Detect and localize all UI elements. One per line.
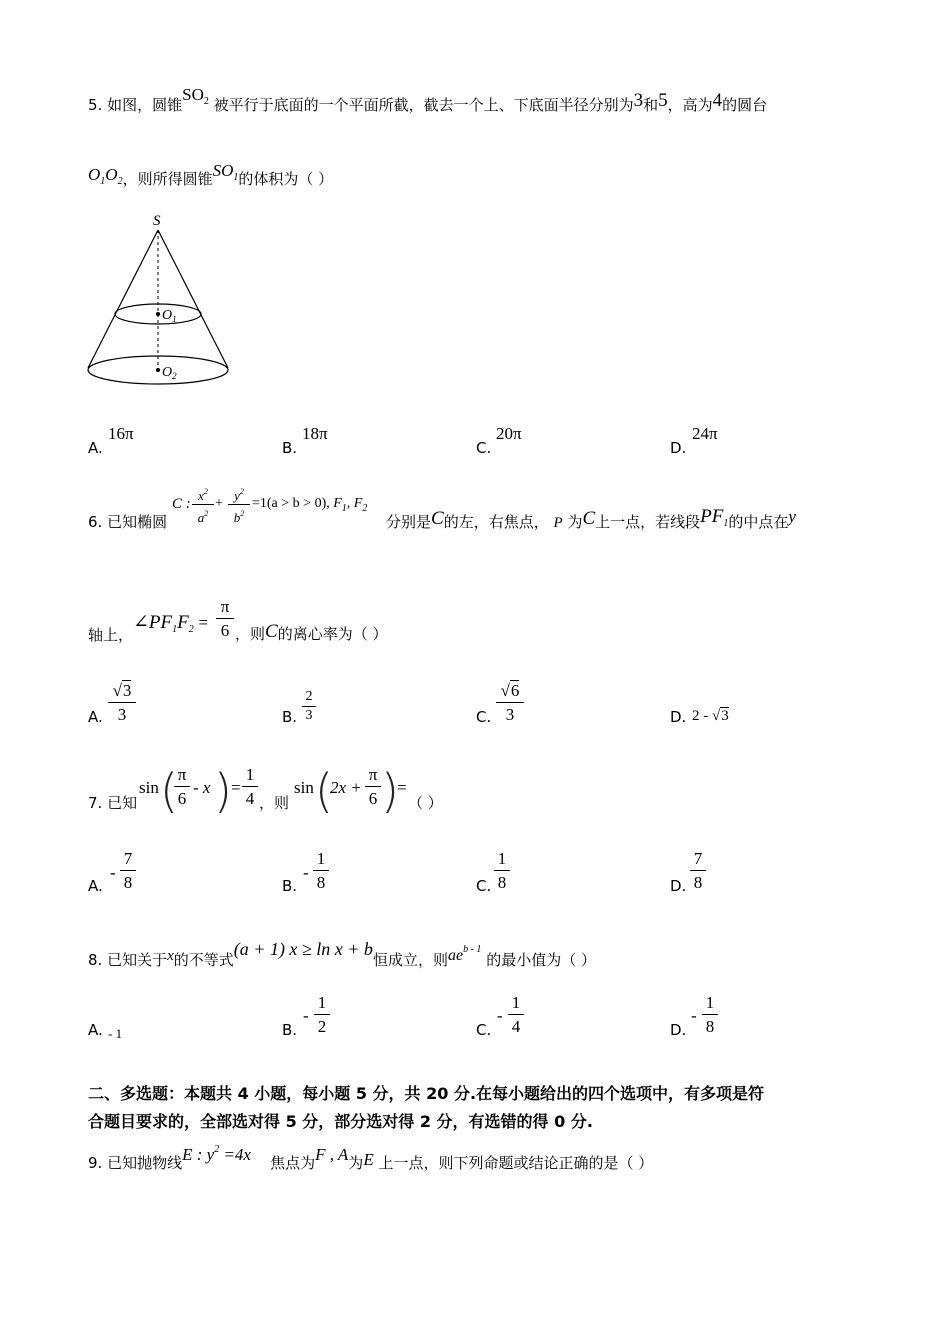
q7-number: 7.	[88, 794, 103, 812]
q6-plus: +	[215, 496, 223, 511]
q6-option-c-value: √6 3	[496, 680, 524, 727]
q5-SO1: $SO_1$	[212, 161, 239, 183]
q7-option-a-value: 7 8	[120, 848, 136, 895]
q8-option-c-sign: -	[497, 1006, 503, 1025]
q7-blank: （ ）	[408, 794, 443, 812]
q7-option-a[interactable]: A.	[88, 877, 103, 895]
q5-option-c-value: 20π	[496, 424, 522, 443]
q6-prefix	[88, 511, 167, 532]
q6-option-a[interactable]: A.	[88, 708, 103, 726]
q5-text: 的体积为（ ）	[238, 170, 334, 188]
q5-text: 的圆台	[722, 96, 768, 114]
q6-line2: 轴上，$\angle PF_1F_2$ =	[88, 612, 209, 644]
q5-option-a-value: 16π	[108, 424, 134, 443]
q5-number: 5.	[88, 96, 103, 114]
q6-option-b[interactable]: B.	[282, 708, 298, 726]
q5-option-d[interactable]: D.	[670, 439, 687, 457]
section2-heading-line2: 合题目要求的，全部选对得 5 分，部分选对得 2 分，有选错的得 0 分.	[88, 1112, 593, 1131]
q5-O1O2: $O_1O_2$	[88, 165, 123, 187]
q7-quarter-frac: 1 4	[242, 764, 258, 811]
q7-eq2: =	[397, 778, 407, 797]
q6-condition: =1(a > b > 0), $F_1$, $F_2$	[252, 496, 368, 514]
q8-option-d[interactable]: D.	[670, 1021, 687, 1039]
q7-eq1: =	[231, 778, 241, 797]
cone-figure	[80, 208, 240, 390]
q7-option-d-value: 7 8	[690, 848, 706, 895]
q6-number: 6.	[88, 513, 103, 531]
q6-option-d[interactable]: D.	[670, 708, 687, 726]
q8-number: 8.	[88, 951, 103, 969]
cone-upper-center-label: $O_1$	[162, 308, 177, 324]
q8-expression: $ae^{b - 1}$	[447, 944, 482, 964]
q8-option-c-value: 1 4	[508, 992, 524, 1039]
q5-text: 被平行于底面的一个平面所截，截去一个上、下底面半径分别为	[213, 96, 634, 114]
q7-then: ，则	[259, 794, 290, 812]
q7-option-b-value: 1 8	[313, 848, 329, 895]
cone-lower-center-label: $O_2$	[162, 365, 177, 381]
q5-SO2: $SO_2$	[182, 85, 209, 107]
q7-paren-right-1: )	[214, 764, 232, 818]
q7-option-a-sign: -	[110, 863, 116, 882]
q7-option-b-sign: -	[303, 863, 309, 882]
q7-option-b[interactable]: B.	[282, 877, 298, 895]
q5-text: 如图，圆锥	[107, 96, 183, 114]
q8-option-d-sign: -	[691, 1006, 697, 1025]
q5-option-b[interactable]: B.	[282, 439, 298, 457]
cone-apex-label: S	[153, 213, 161, 229]
q6-option-b-value: 2 3	[302, 688, 316, 725]
q5-line2	[88, 161, 334, 191]
q6-text: 已知椭圆	[107, 513, 168, 531]
q6-frac-y: $y^2$ $b^2$	[228, 484, 250, 527]
q7-paren-left-1: (	[160, 764, 178, 818]
q6-line1-rest: 分别是C的左，右焦点， P 为C上一点，若线段$PF_1$的中点在y	[386, 506, 796, 531]
q7-option-c-value: 1 8	[494, 848, 510, 895]
q7-prefix: 7. 已知	[88, 794, 138, 812]
q6-option-c[interactable]: C.	[476, 708, 492, 726]
q6-frac-x: $x^2$ $a^2$	[192, 484, 214, 527]
q6-line2-rest: ，则C的离心率为（ ）	[235, 621, 388, 643]
q8-option-d-value: 1 8	[702, 992, 718, 1039]
q8-option-b-sign: -	[303, 1006, 309, 1025]
q7-paren-right-2: )	[381, 764, 399, 818]
q7-option-c[interactable]: C.	[476, 877, 492, 895]
q7-pi6-frac: π 6	[174, 764, 190, 811]
q8-option-a[interactable]: A.	[88, 1021, 103, 1039]
q7-sin1: sin	[139, 778, 159, 797]
q5-option-a[interactable]: A.	[88, 439, 103, 457]
q5-r1: 3	[633, 90, 644, 111]
q5-option-b-value: 18π	[302, 424, 328, 443]
q8-option-b-value: 1 2	[314, 992, 330, 1039]
q7-sin2: sin	[294, 778, 314, 797]
q9-line: 9. 已知抛物线E : $y^2 =4x$ 焦点为F , A为E 上一点，则下列命题或结论正确的是（ ）	[88, 1144, 654, 1172]
q5-text: 和	[643, 96, 659, 114]
q8-inequality: (a + 1) x ≥ ln x + b	[233, 939, 373, 959]
q8-option-b[interactable]: B.	[282, 1021, 298, 1039]
q5-text: ，则所得圆锥	[122, 170, 213, 188]
q5-option-c[interactable]: C.	[476, 439, 492, 457]
section2-heading-line1: 二、多选题：本题共 4 小题，每小题 5 分，共 20 分.在每小题给出的四个选项中，有多项是符	[88, 1084, 765, 1103]
q5-option-d-value: 24π	[692, 424, 718, 443]
q7-minus-x: - x	[193, 778, 211, 797]
q8-line: 8. 已知关于x的不等式(a + 1) x ≥ ln x + b恒成立，则$ae^{b - 1}$ 的最小值为（ ）	[88, 939, 596, 969]
q8-option-a-value: - 1	[108, 1026, 123, 1041]
q6-option-a-value: √3 3	[108, 680, 136, 727]
q7-option-d[interactable]: D.	[670, 877, 687, 895]
q6-pi-frac: π 6	[216, 596, 234, 643]
q9-number: 9.	[88, 1154, 103, 1172]
q6-ellipse-label: C :	[172, 496, 191, 512]
q9-parabola: E : $y^2 =4x$	[182, 1144, 251, 1164]
q5-line1	[88, 85, 768, 117]
q5-h: 4	[712, 90, 723, 111]
q7-2x: 2x +	[330, 778, 362, 797]
q5-r2: 5	[658, 90, 668, 111]
q8-option-c[interactable]: C.	[476, 1021, 492, 1039]
q7-paren-left-2: (	[315, 764, 333, 818]
q6-option-d-value: 2 - √3	[692, 708, 729, 724]
q5-text: ，高为	[667, 96, 713, 114]
q7-pi6-frac-2: π 6	[365, 764, 381, 811]
